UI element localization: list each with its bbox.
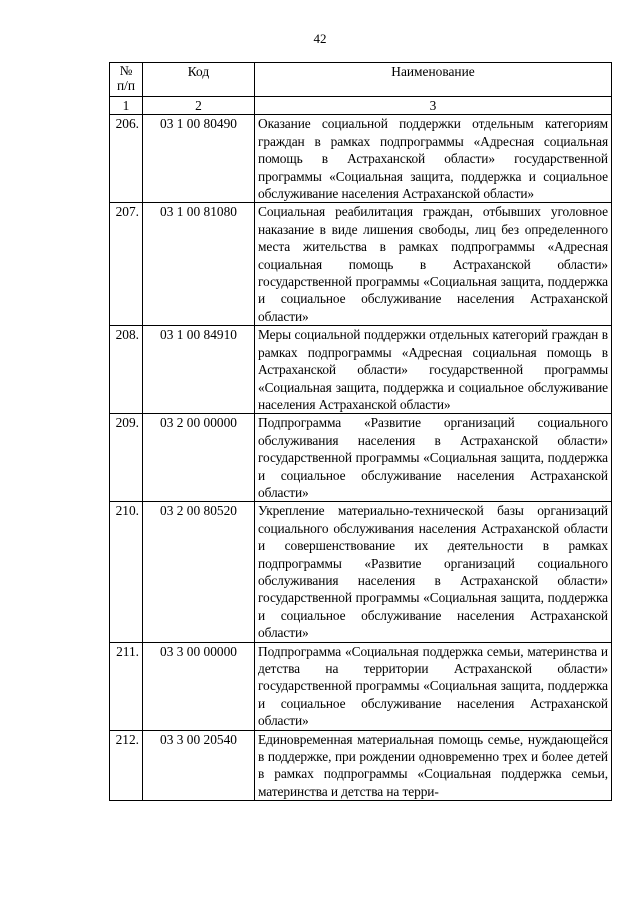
row-number: 208.	[110, 326, 143, 414]
row-code: 03 3 00 00000	[143, 642, 255, 730]
column-index-3: 3	[255, 97, 612, 115]
budget-classification-table	[109, 62, 612, 801]
row-number: 211.	[110, 642, 143, 730]
header-num: № п/п	[110, 63, 143, 97]
row-name: Социальная реабилитация граждан, отбывших уголовное наказание в виде лишения свободы, лиц без определенного места жительства в рамках подпрограммы «Адресная социальная помощь в Астраханской области» государственной программы «Социальная защита, поддержка и социальное обслуживание населения Астраханской области»	[255, 203, 612, 326]
table-row	[110, 642, 612, 730]
header-name: Наименование	[255, 63, 612, 97]
table-row	[110, 115, 612, 203]
row-name: Подпрограмма «Развитие организаций социального обслуживания населения в Астраханской области» государственной программы «Социальная защита, поддержка и социальное обслуживание населения Астраханской области»	[255, 414, 612, 502]
row-name: Единовременная материальная помощь семье, нуждающейся в поддержке, при рождении одновременно трех и более детей в рамках подпрограммы «Социальная поддержка семьи, материнства и детства на терри-	[255, 730, 612, 801]
row-name: Меры социальной поддержки отдельных категорий граждан в рамках подпрограммы «Адресная социальная помощь в Астраханской области» государственной программы «Социальная защита, поддержка и социальное обслуживание населения Астраханской области»	[255, 326, 612, 414]
column-index-2: 2	[143, 97, 255, 115]
row-number: 210.	[110, 502, 143, 642]
table-row	[110, 414, 612, 502]
column-index-row	[110, 97, 612, 115]
table-row	[110, 730, 612, 801]
row-code: 03 1 00 81080	[143, 203, 255, 326]
column-index-1: 1	[110, 97, 143, 115]
header-code: Код	[143, 63, 255, 97]
table-row	[110, 203, 612, 326]
page-number: 42	[313, 31, 327, 46]
row-code: 03 1 00 84910	[143, 326, 255, 414]
row-number: 209.	[110, 414, 143, 502]
table-row	[110, 326, 612, 414]
row-name: Оказание социальной поддержки отдельным категориям граждан в рамках подпрограммы «Адресная социальная помощь в Астраханской области» государственной программы «Социальная защита, поддержка и социальное обслуживание населения Астраханской области»	[255, 115, 612, 203]
row-number: 207.	[110, 203, 143, 326]
table-header-row	[110, 63, 612, 97]
row-number: 206.	[110, 115, 143, 203]
row-name: Подпрограмма «Социальная поддержка семьи, материнства и детства на территории Астраханской области» государственной программы «Социальная защита, поддержка и социальное обслуживание населения Астраханской области»	[255, 642, 612, 730]
row-number: 212.	[110, 730, 143, 801]
row-code: 03 1 00 80490	[143, 115, 255, 203]
row-code: 03 2 00 00000	[143, 414, 255, 502]
row-code: 03 2 00 80520	[143, 502, 255, 642]
row-name: Укрепление материально-технической базы организаций социального обслуживания населения Астраханской области и совершенствование их деятельности в рамках подпрограммы «Развитие организаций социального обслуживания населения в Астраханской области» государственной программы «Социальная защита, поддержка и социальное обслуживание населения Астраханской области»	[255, 502, 612, 642]
table-row	[110, 502, 612, 642]
row-code: 03 3 00 20540	[143, 730, 255, 801]
